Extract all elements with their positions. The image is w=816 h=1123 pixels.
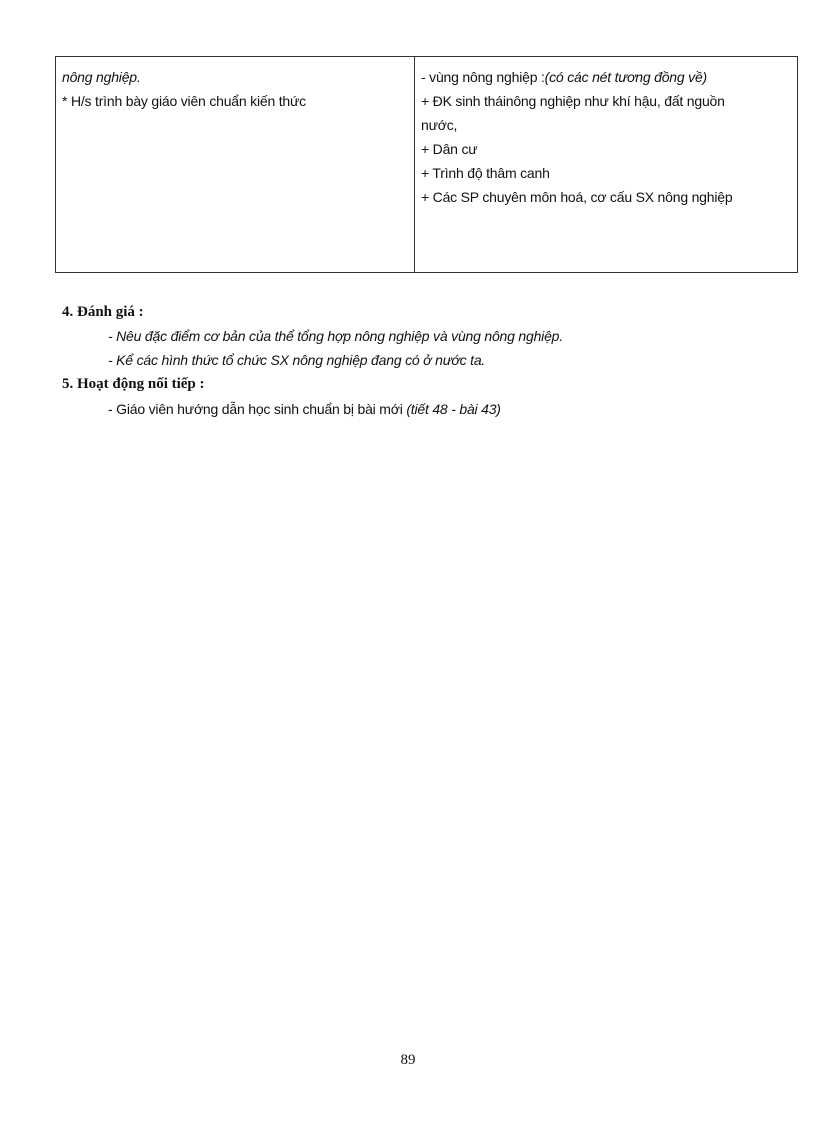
section-4-item-2: - Kể các hình thức tổ chức SX nông nghiệp đang có ở nước ta.: [108, 352, 486, 368]
section-4-item-1: - Nêu đặc điểm cơ bản của thể tổng hợp nông nghiệp và vùng nông nghiệp.: [108, 328, 563, 344]
right-line-1: [421, 65, 791, 89]
right-line-1-prefix: - vùng nông nghiệp :: [421, 69, 545, 85]
section-5-item: [108, 401, 501, 417]
section-4-title: 4. Đánh giá :: [62, 304, 144, 320]
left-line-1: nông nghiệp.: [62, 69, 141, 85]
right-line-4: + Dân cư: [421, 141, 478, 157]
right-line-1-note: (có các nét tương đồng về): [544, 69, 707, 85]
table-cell-right: [415, 57, 797, 272]
content-table: [55, 56, 798, 273]
section-5-title: 5. Hoạt động nối tiếp :: [62, 376, 205, 392]
right-line-5: + Trình độ thâm canh: [421, 165, 550, 181]
section-5-item-note: (tiết 48 - bài 43): [406, 401, 501, 417]
page-number: 89: [400, 1052, 416, 1068]
left-line-2: * H/s trình bày giáo viên chuẩn kiến thức: [62, 93, 306, 109]
right-line-3: nước,: [421, 117, 458, 133]
right-line-2: + ĐK sinh tháinông nghiệp như khí hậu, đất nguồn: [421, 93, 725, 109]
section-5-item-text: - Giáo viên hướng dẫn học sinh chuẩn bị bài mới: [108, 401, 407, 417]
table-cell-left: [56, 57, 415, 272]
right-line-6: + Các SP chuyên môn hoá, cơ cấu SX nông nghiệp: [421, 189, 733, 205]
